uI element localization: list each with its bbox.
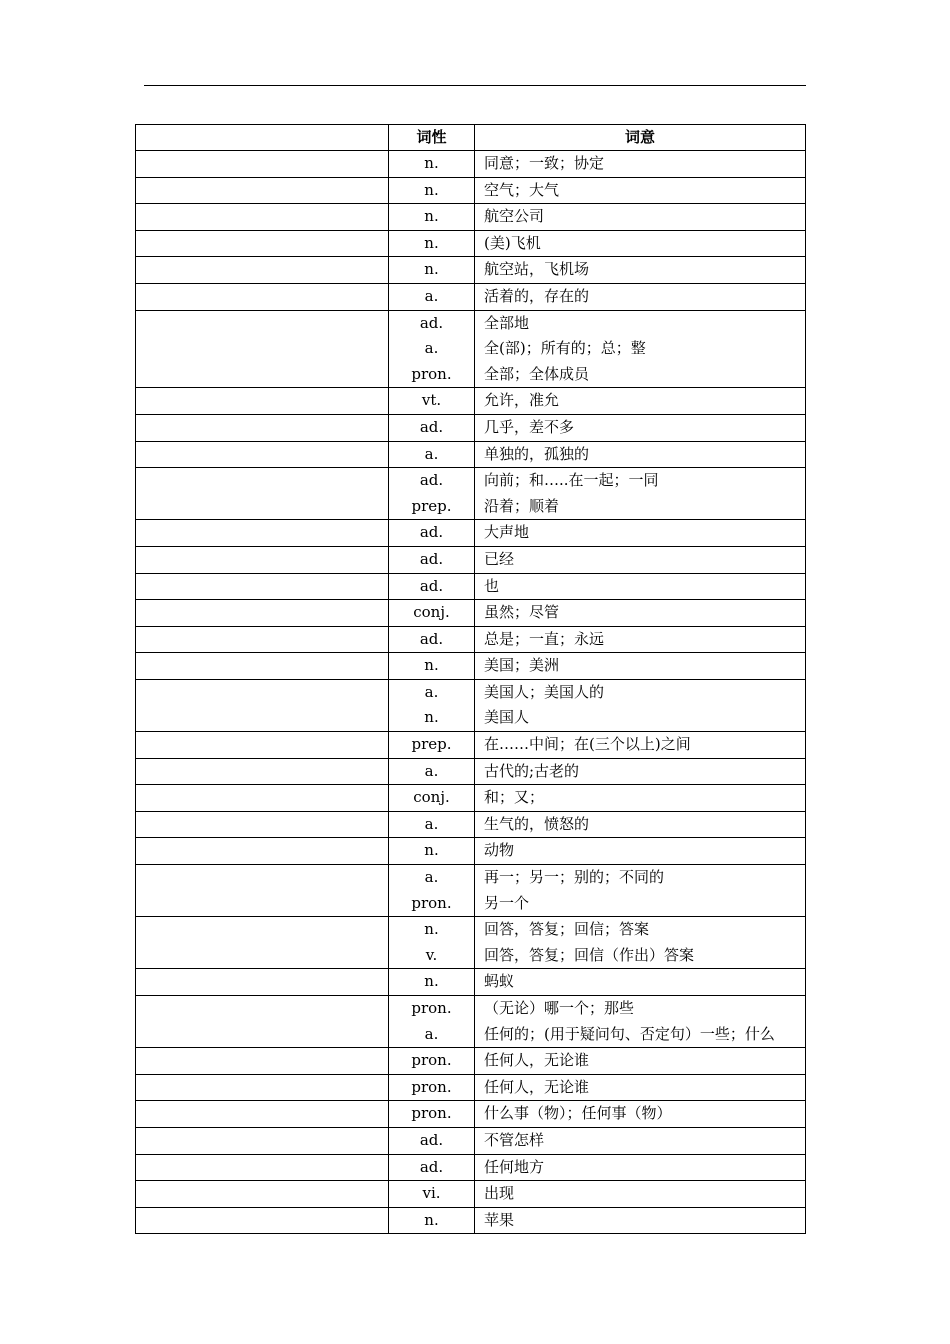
- part-of-speech-text: a.: [424, 814, 439, 833]
- word-text: [136, 838, 388, 864]
- word-cell: [136, 838, 389, 865]
- meaning-text: 任何地方: [484, 1157, 545, 1176]
- part-of-speech-text: n.: [424, 708, 439, 727]
- word-cell: [136, 1181, 389, 1208]
- table-row: [136, 1074, 806, 1101]
- table-row: [136, 257, 806, 284]
- header-word: [136, 125, 389, 151]
- part-of-speech-text: ad.: [419, 1130, 444, 1149]
- meaning-text: 出现: [484, 1184, 515, 1203]
- meaning-cell: [475, 177, 806, 204]
- meaning-cell: [475, 865, 806, 917]
- meaning-cell: [475, 838, 806, 865]
- meaning-text: 已经: [484, 549, 515, 568]
- part-of-speech-text: a.: [424, 761, 439, 780]
- word-text: [136, 1101, 388, 1127]
- table-row: [136, 1101, 806, 1128]
- table-row: [136, 546, 806, 573]
- word-cell: [136, 388, 389, 415]
- meaning-cell: [475, 653, 806, 680]
- word-text: [136, 653, 388, 679]
- part-of-speech-text: ad.: [419, 523, 444, 542]
- part-of-speech-text: ad.: [419, 629, 444, 648]
- word-cell: [136, 441, 389, 468]
- meaning-cell: [475, 758, 806, 785]
- table-row: [136, 388, 806, 415]
- table-row: [136, 758, 806, 785]
- word-text: [136, 442, 388, 468]
- word-cell: [136, 177, 389, 204]
- meaning-text: 再一；另一；别的；不同的: [484, 868, 665, 887]
- part-of-speech-cell: [389, 441, 475, 468]
- part-of-speech-text: ad.: [419, 1157, 444, 1176]
- meaning-cell: [475, 468, 806, 520]
- word-cell: [136, 785, 389, 812]
- meaning-text: 单独的，孤独的: [484, 444, 590, 463]
- word-cell: [136, 917, 389, 969]
- part-of-speech-text: n.: [424, 920, 439, 939]
- part-of-speech-cell: [389, 838, 475, 865]
- part-of-speech-cell: [389, 969, 475, 996]
- meaning-cell: [475, 732, 806, 759]
- meaning-text: 在……中间；在(三个以上)之间: [484, 735, 691, 754]
- part-of-speech-text: n.: [424, 233, 439, 252]
- meaning-text: 大声地: [484, 523, 530, 542]
- part-of-speech-text: n.: [424, 260, 439, 279]
- part-of-speech-cell: [389, 600, 475, 627]
- table-row: [136, 838, 806, 865]
- header-rule: [144, 85, 806, 86]
- word-text: [136, 547, 388, 573]
- table-row: [136, 969, 806, 996]
- meaning-cell: [475, 1101, 806, 1128]
- word-cell: [136, 626, 389, 653]
- meaning-text: （无论）哪一个；那些: [484, 999, 635, 1017]
- part-of-speech-text: a.: [424, 682, 439, 701]
- part-of-speech-cell: [389, 310, 475, 388]
- part-of-speech-text: v.: [425, 945, 438, 964]
- part-of-speech-cell: [389, 257, 475, 284]
- word-text: [136, 257, 388, 283]
- part-of-speech-cell: [389, 1048, 475, 1075]
- meaning-cell: [475, 785, 806, 812]
- part-of-speech-cell: [389, 388, 475, 415]
- word-text: [136, 415, 388, 441]
- meaning-text: 空气；大气: [484, 180, 560, 199]
- table-header-row: [136, 125, 806, 151]
- table-row: [136, 626, 806, 653]
- part-of-speech-text: prep.: [411, 496, 452, 515]
- part-of-speech-cell: [389, 546, 475, 573]
- meaning-text: 虽然；尽管: [484, 603, 560, 622]
- meaning-cell: [475, 811, 806, 838]
- part-of-speech-text: vi.: [422, 1184, 441, 1203]
- part-of-speech-text: pron.: [411, 1104, 452, 1123]
- meaning-cell: [475, 679, 806, 731]
- part-of-speech-text: a.: [424, 444, 439, 463]
- word-text: [136, 732, 388, 758]
- part-of-speech-text: ad.: [419, 576, 444, 595]
- word-text: [136, 468, 388, 494]
- part-of-speech-cell: [389, 204, 475, 231]
- word-text: [136, 1128, 388, 1154]
- meaning-text: 同意；一致；协定: [484, 154, 605, 172]
- part-of-speech-cell: [389, 865, 475, 917]
- table-row: [136, 177, 806, 204]
- part-of-speech-cell: [389, 758, 475, 785]
- meaning-cell: [475, 441, 806, 468]
- table-row: [136, 785, 806, 812]
- meaning-text: 航空站，飞机场: [484, 260, 590, 279]
- meaning-cell: [475, 573, 806, 600]
- word-cell: [136, 257, 389, 284]
- word-text: [136, 627, 388, 653]
- table-row: [136, 732, 806, 759]
- meaning-cell: [475, 1048, 806, 1075]
- meaning-text: 向前；和…..在一起；一同: [484, 471, 659, 490]
- table-row: [136, 230, 806, 257]
- meaning-text: 任何的；(用于疑问句、否定句）一些；什么: [484, 1024, 775, 1043]
- meaning-text: 全(部)；所有的；总；整: [484, 339, 646, 358]
- word-cell: [136, 1074, 389, 1101]
- meaning-cell: [475, 283, 806, 310]
- word-text: [136, 969, 388, 995]
- meaning-text: 和；又；: [484, 788, 545, 807]
- word-text: [136, 1181, 388, 1207]
- part-of-speech-text: a.: [424, 868, 439, 887]
- table-row: [136, 468, 806, 520]
- word-text: [136, 917, 388, 943]
- meaning-cell: [475, 1181, 806, 1208]
- table-row: [136, 283, 806, 310]
- meaning-text: 什么事（物）；任何事（物）: [484, 1104, 672, 1123]
- meaning-text: 任何人，无论谁: [484, 1077, 590, 1096]
- word-text: [136, 600, 388, 626]
- part-of-speech-text: pron.: [411, 1077, 452, 1096]
- meaning-cell: [475, 600, 806, 627]
- table-row: [136, 414, 806, 441]
- vocabulary-table: [135, 124, 806, 1234]
- meaning-text: 不管怎样: [484, 1130, 545, 1149]
- meaning-text: 活着的，存在的: [484, 286, 590, 305]
- meaning-cell: [475, 414, 806, 441]
- part-of-speech-text: a.: [424, 286, 439, 305]
- word-text: [136, 996, 388, 1022]
- word-text: [136, 151, 388, 177]
- part-of-speech-text: a.: [424, 339, 439, 358]
- word-cell: [136, 573, 389, 600]
- part-of-speech-text: ad.: [419, 417, 444, 436]
- meaning-text: 允许，准允: [484, 391, 560, 410]
- word-text: [136, 231, 388, 257]
- meaning-text: 生气的，愤怒的: [484, 814, 590, 833]
- meaning-text: 几乎，差不多: [484, 417, 575, 436]
- word-text: [136, 178, 388, 204]
- part-of-speech-text: ad.: [419, 313, 444, 332]
- word-cell: [136, 310, 389, 388]
- part-of-speech-text: a.: [424, 1024, 439, 1043]
- word-text: [136, 812, 388, 838]
- meaning-text: (美)飞机: [484, 233, 541, 252]
- meaning-cell: [475, 626, 806, 653]
- table-row: [136, 151, 806, 178]
- table-row: [136, 204, 806, 231]
- word-cell: [136, 679, 389, 731]
- word-text: [136, 680, 388, 706]
- word-cell: [136, 865, 389, 917]
- part-of-speech-text: pron.: [411, 893, 452, 912]
- part-of-speech-cell: [389, 917, 475, 969]
- part-of-speech-text: n.: [424, 1210, 439, 1229]
- table-row: [136, 441, 806, 468]
- part-of-speech-cell: [389, 1101, 475, 1128]
- word-cell: [136, 969, 389, 996]
- meaning-cell: [475, 1154, 806, 1181]
- word-text: [136, 759, 388, 785]
- part-of-speech-text: pron.: [411, 1051, 452, 1070]
- part-of-speech-cell: [389, 283, 475, 310]
- part-of-speech-text: conj.: [413, 603, 450, 622]
- word-text: [136, 1208, 388, 1234]
- meaning-text: 航空公司: [484, 207, 545, 226]
- meaning-cell: [475, 546, 806, 573]
- table-row: [136, 679, 806, 731]
- part-of-speech-text: ad.: [419, 549, 444, 568]
- word-cell: [136, 1048, 389, 1075]
- part-of-speech-cell: [389, 468, 475, 520]
- part-of-speech-cell: [389, 732, 475, 759]
- table-row: [136, 653, 806, 680]
- part-of-speech-cell: [389, 573, 475, 600]
- meaning-cell: [475, 310, 806, 388]
- part-of-speech-cell: [389, 679, 475, 731]
- meaning-text: 另一个: [484, 893, 530, 912]
- word-cell: [136, 996, 389, 1048]
- meaning-cell: [475, 204, 806, 231]
- table-row: [136, 600, 806, 627]
- part-of-speech-cell: [389, 414, 475, 441]
- meaning-cell: [475, 1127, 806, 1154]
- word-cell: [136, 204, 389, 231]
- part-of-speech-text: pron.: [411, 364, 452, 383]
- word-cell: [136, 1101, 389, 1128]
- meaning-text: 苹果: [484, 1210, 515, 1229]
- meaning-cell: [475, 388, 806, 415]
- part-of-speech-cell: [389, 626, 475, 653]
- part-of-speech-text: n.: [424, 207, 439, 226]
- table-row: [136, 1127, 806, 1154]
- part-of-speech-cell: [389, 811, 475, 838]
- table-row: [136, 310, 806, 388]
- word-cell: [136, 600, 389, 627]
- word-text: [136, 204, 388, 230]
- word-text: [136, 284, 388, 310]
- part-of-speech-cell: [389, 1181, 475, 1208]
- meaning-text: 任何人，无论谁: [484, 1051, 590, 1070]
- meaning-cell: [475, 230, 806, 257]
- word-cell: [136, 653, 389, 680]
- word-cell: [136, 1127, 389, 1154]
- header-part-of-speech: 词性: [389, 125, 475, 151]
- part-of-speech-cell: [389, 1207, 475, 1234]
- meaning-text: 回答，答复；回信（作出）答案: [484, 945, 695, 964]
- word-cell: [136, 1154, 389, 1181]
- table-row: [136, 1181, 806, 1208]
- part-of-speech-text: pron.: [411, 999, 452, 1017]
- meaning-text: 全部；全体成员: [484, 364, 590, 383]
- meaning-text: 古代的;古老的: [484, 761, 580, 780]
- word-cell: [136, 520, 389, 547]
- word-cell: [136, 811, 389, 838]
- word-cell: [136, 732, 389, 759]
- meaning-cell: [475, 151, 806, 178]
- meaning-text: 总是；一直；永远: [484, 629, 605, 648]
- word-cell: [136, 468, 389, 520]
- word-cell: [136, 758, 389, 785]
- part-of-speech-cell: [389, 1127, 475, 1154]
- word-text: [136, 520, 388, 546]
- meaning-text: 动物: [484, 841, 515, 860]
- word-text: [136, 1155, 388, 1181]
- part-of-speech-cell: [389, 1154, 475, 1181]
- word-cell: [136, 230, 389, 257]
- word-text: [136, 388, 388, 414]
- part-of-speech-text: conj.: [413, 788, 450, 807]
- part-of-speech-text: n.: [424, 154, 439, 172]
- word-cell: [136, 1207, 389, 1234]
- word-text: [136, 1048, 388, 1074]
- part-of-speech-cell: [389, 653, 475, 680]
- part-of-speech-text: n.: [424, 656, 439, 675]
- meaning-text: 蚂蚁: [484, 972, 515, 991]
- part-of-speech-text: n.: [424, 972, 439, 991]
- part-of-speech-cell: [389, 1074, 475, 1101]
- meaning-cell: [475, 996, 806, 1048]
- part-of-speech-cell: [389, 177, 475, 204]
- table-row: [136, 811, 806, 838]
- meaning-cell: [475, 520, 806, 547]
- word-text: [136, 311, 388, 337]
- word-cell: [136, 283, 389, 310]
- part-of-speech-cell: [389, 785, 475, 812]
- word-cell: [136, 414, 389, 441]
- part-of-speech-text: vt.: [421, 391, 442, 410]
- part-of-speech-text: ad.: [419, 471, 444, 490]
- word-text: [136, 574, 388, 600]
- table-row: [136, 1048, 806, 1075]
- meaning-text: 沿着；顺着: [484, 496, 560, 515]
- meaning-text: 美国；美洲: [484, 656, 560, 675]
- table-row: [136, 996, 806, 1048]
- word-cell: [136, 546, 389, 573]
- table-row: [136, 917, 806, 969]
- vocabulary-table-body: [136, 125, 806, 1234]
- meaning-cell: [475, 1207, 806, 1234]
- meaning-text: 全部地: [484, 313, 530, 332]
- table-row: [136, 1207, 806, 1234]
- part-of-speech-cell: [389, 996, 475, 1048]
- meaning-text: 美国人: [484, 708, 530, 727]
- meaning-text: 也: [484, 576, 500, 595]
- header-meaning: 词意: [475, 125, 806, 151]
- table-row: [136, 573, 806, 600]
- word-text: [136, 785, 388, 811]
- table-row: [136, 865, 806, 917]
- part-of-speech-text: n.: [424, 180, 439, 199]
- part-of-speech-cell: [389, 151, 475, 178]
- meaning-text: 美国人；美国人的: [484, 682, 605, 701]
- meaning-cell: [475, 969, 806, 996]
- part-of-speech-cell: [389, 520, 475, 547]
- part-of-speech-cell: [389, 230, 475, 257]
- word-text: [136, 865, 388, 891]
- meaning-cell: [475, 257, 806, 284]
- word-text: [136, 1075, 388, 1101]
- table-row: [136, 520, 806, 547]
- meaning-text: 回答，答复；回信；答案: [484, 920, 650, 939]
- table-row: [136, 1154, 806, 1181]
- word-cell: [136, 151, 389, 178]
- meaning-cell: [475, 917, 806, 969]
- meaning-cell: [475, 1074, 806, 1101]
- part-of-speech-text: prep.: [411, 735, 452, 754]
- part-of-speech-text: n.: [424, 841, 439, 860]
